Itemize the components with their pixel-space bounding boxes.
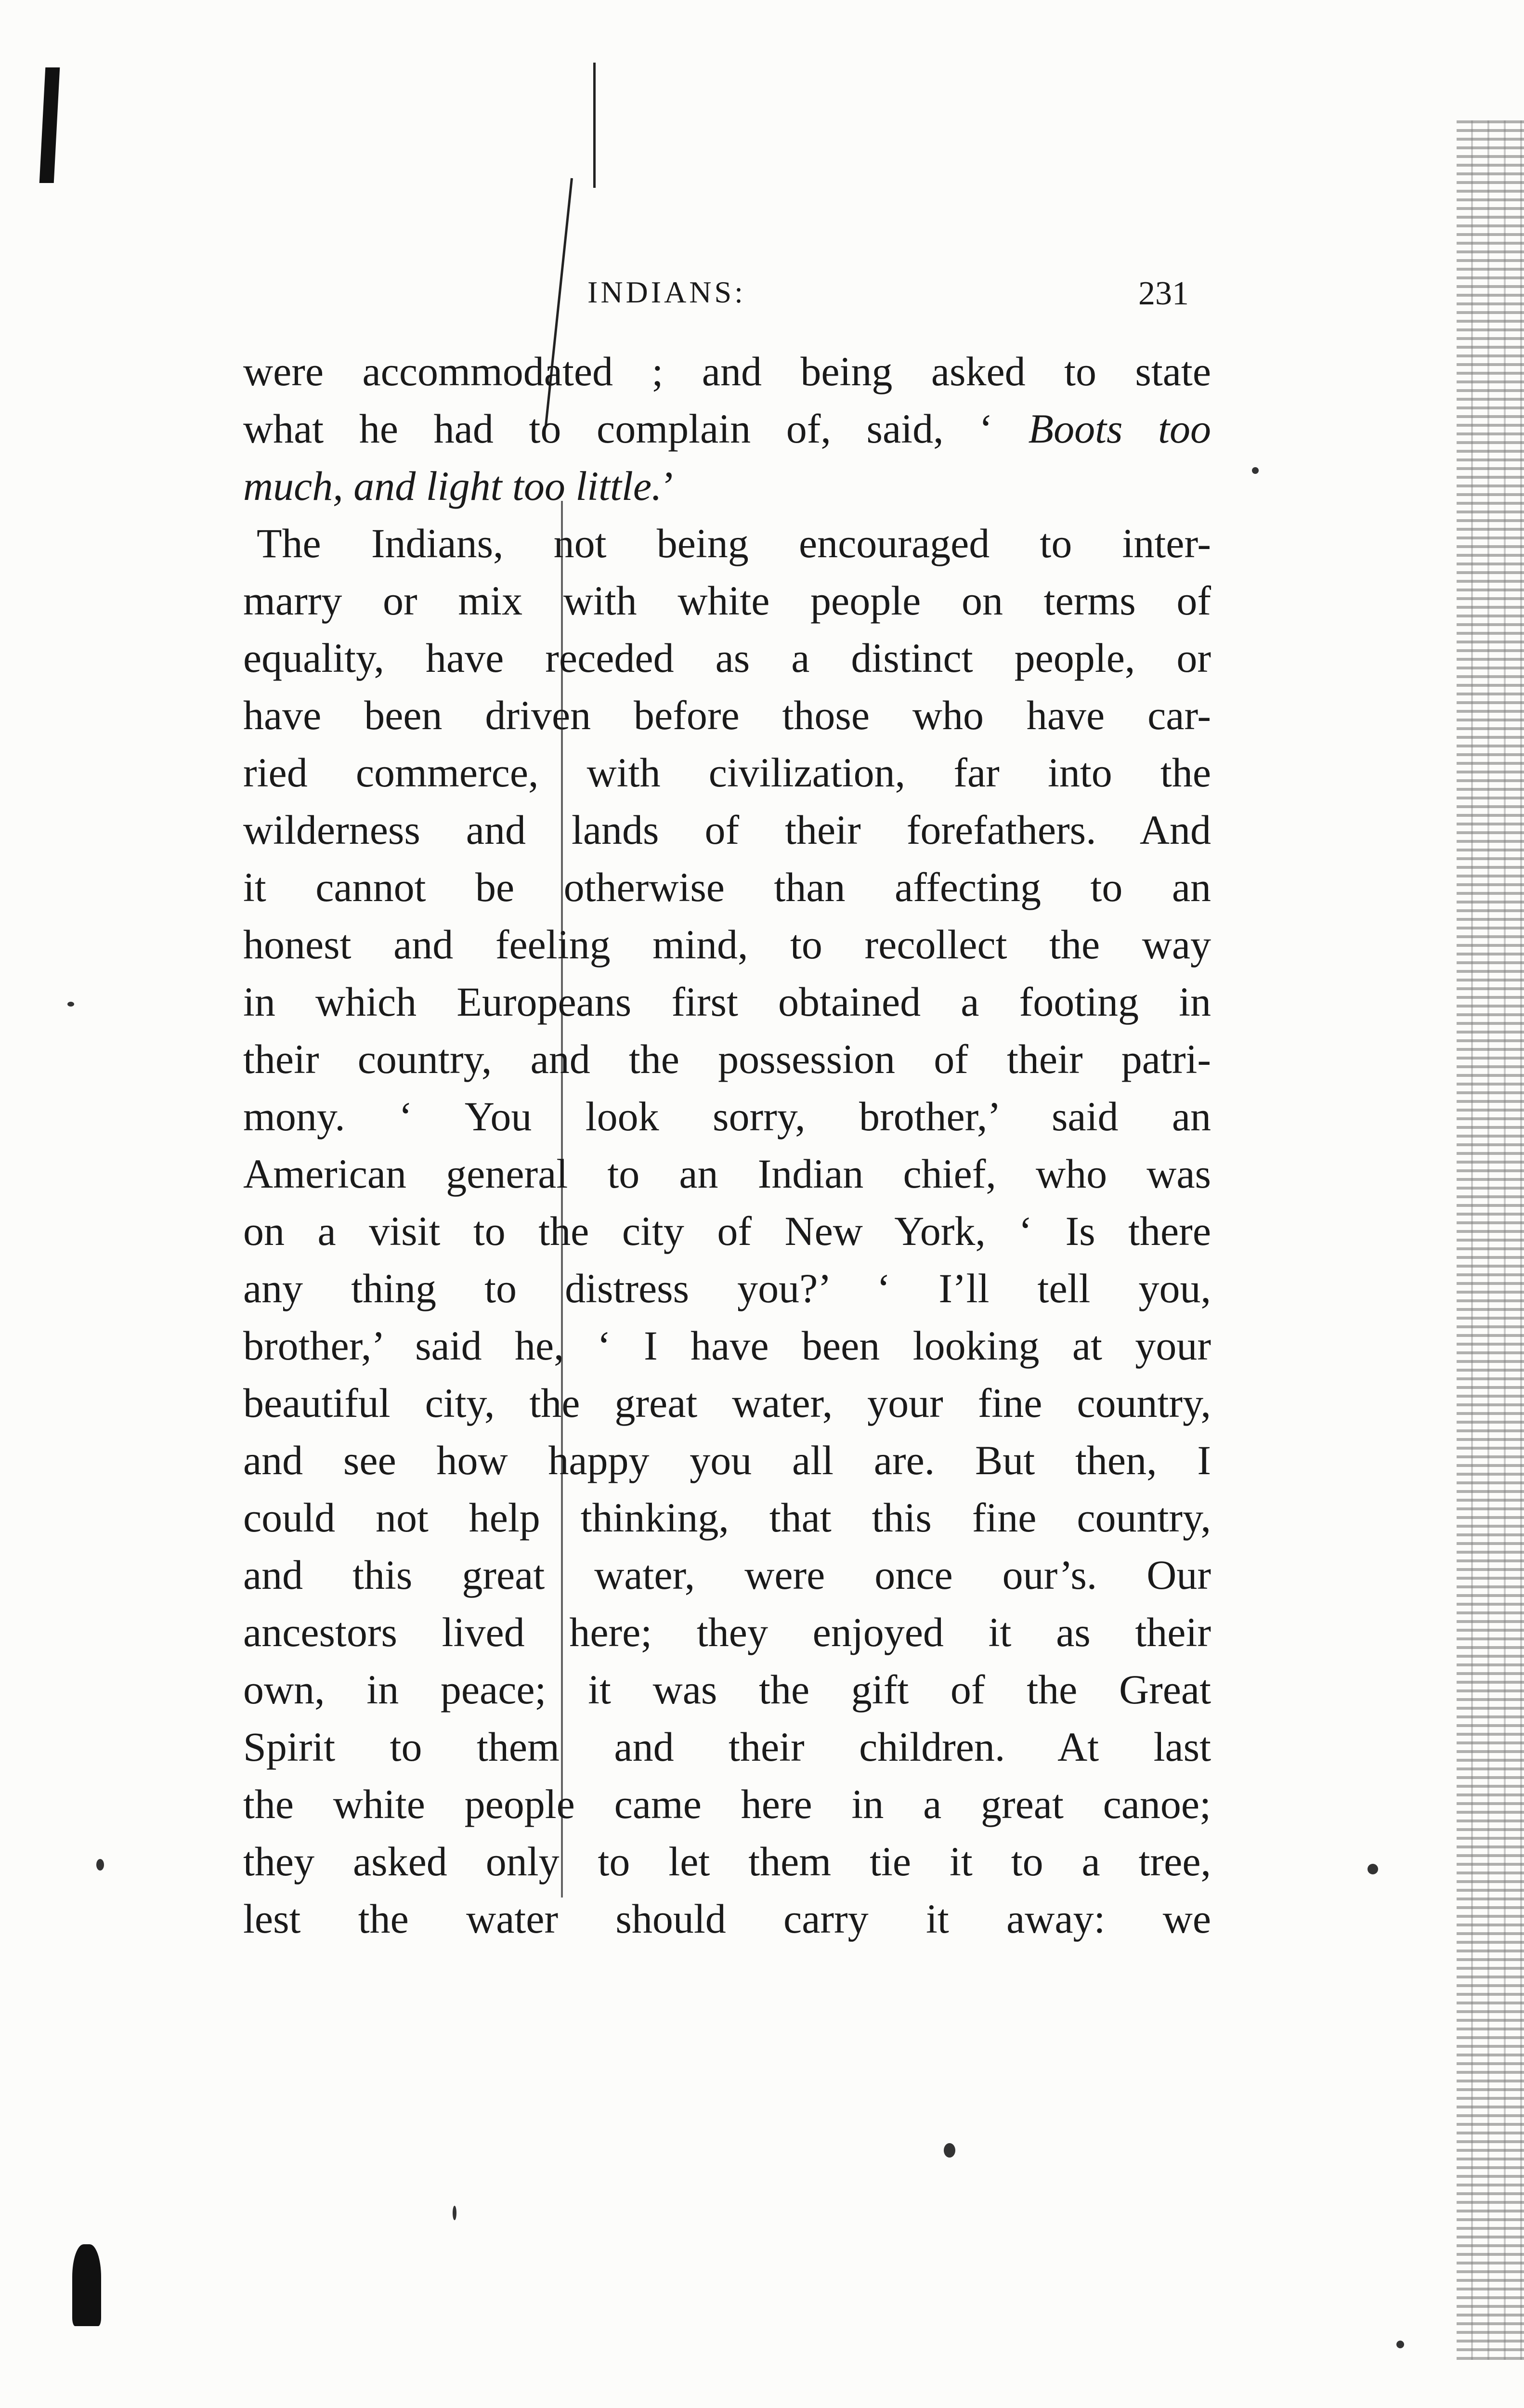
ink-speck: [1368, 1864, 1378, 1874]
ink-speck: [453, 2206, 456, 2220]
text-run: wilderness and lands of their forefathers. And: [243, 807, 1211, 853]
text-line: [243, 973, 1211, 1031]
text-line: [243, 343, 1211, 400]
text-line: [243, 458, 1211, 515]
text-run: own, in peace; it was the gift of the Great: [243, 1666, 1211, 1713]
text-line: [243, 572, 1211, 629]
text-line: [243, 1776, 1211, 1833]
ink-speck: [944, 2143, 955, 2158]
text-line: [243, 859, 1211, 916]
ink-speck: [67, 1002, 74, 1007]
text-line: [243, 1374, 1211, 1432]
text-run: mony. ‘ You look sorry, brother,’ said an: [243, 1093, 1211, 1139]
text-run: on a visit to the city of New York, ‘ Is there: [243, 1208, 1211, 1254]
text-run: have been driven before those who have car-: [243, 692, 1211, 738]
ink-speck: [1252, 467, 1259, 474]
text-run: American general to an Indian chief, who was: [243, 1151, 1211, 1197]
text-line: [243, 1088, 1211, 1145]
text-run: and see how happy you all are. But then, I: [243, 1437, 1211, 1483]
text-line: [243, 1260, 1211, 1317]
text-line: [243, 916, 1211, 973]
text-line: [243, 1833, 1211, 1890]
text-line: [243, 1203, 1211, 1260]
text-line: [243, 1718, 1211, 1776]
text-run: ’: [662, 463, 676, 509]
text-run: could not help thinking, that this fine country,: [243, 1494, 1211, 1541]
binding-shadow-bottom: [72, 2244, 101, 2326]
text-line: [243, 629, 1211, 687]
text-run: what he had to complain of, said, ‘: [243, 406, 1029, 452]
text-run: The Indians, not being encouraged to inter-: [257, 520, 1211, 566]
text-run: were accommodated ; and being asked to state: [243, 348, 1211, 394]
text-line: [243, 744, 1211, 801]
text-line: [243, 1317, 1211, 1374]
ink-speck: [96, 1859, 104, 1871]
text-line: [243, 1890, 1211, 1948]
text-line: [243, 1489, 1211, 1546]
italic-text: Boots too: [1028, 406, 1211, 452]
ink-speck: [1396, 2341, 1404, 2348]
text-line: [243, 1546, 1211, 1604]
text-run: ancestors lived here; they enjoyed it as their: [243, 1609, 1211, 1655]
text-line: [243, 1661, 1211, 1718]
text-run: and this great water, were once our’s. Our: [243, 1552, 1211, 1598]
text-run: equality, have receded as a distinct people, or: [243, 635, 1211, 681]
text-run: it cannot be otherwise than affecting to an: [243, 864, 1211, 910]
italic-text: much, and light too little.: [243, 463, 662, 509]
text-line: [243, 1432, 1211, 1489]
page-number: 231: [1138, 275, 1189, 312]
text-run: the white people came here in a great canoe;: [243, 1781, 1211, 1827]
text-line: [243, 687, 1211, 744]
running-title: INDIANS:: [587, 275, 746, 309]
text-run: they asked only to let them tie it to a tree,: [243, 1838, 1211, 1885]
page-edge-noise: [1457, 120, 1524, 2360]
body-text: [243, 343, 1211, 1948]
text-run: lest the water should carry it away: we: [243, 1896, 1211, 1942]
text-run: beautiful city, the great water, your fine country,: [243, 1380, 1211, 1426]
text-line: [243, 1145, 1211, 1203]
text-run: brother,’ said he, ‘ I have been looking at your: [243, 1322, 1211, 1369]
text-run: in which Europeans first obtained a footing in: [243, 979, 1211, 1025]
text-line: [243, 1604, 1211, 1661]
text-line: [243, 1031, 1211, 1088]
text-run: honest and feeling mind, to recollect the way: [243, 921, 1211, 968]
text-run: marry or mix with white people on terms of: [243, 577, 1211, 624]
text-run: any thing to distress you?’ ‘ I’ll tell you,: [243, 1265, 1211, 1311]
text-run: Spirit to them and their children. At last: [243, 1724, 1211, 1770]
text-run: their country, and the possession of their patri-: [243, 1036, 1211, 1082]
binding-shadow-top: [39, 67, 60, 183]
text-line: [243, 400, 1211, 458]
text-run: ried commerce, with civilization, far into the: [243, 749, 1211, 796]
text-line: [243, 515, 1211, 572]
page-crease: [593, 63, 596, 188]
text-line: [243, 801, 1211, 859]
